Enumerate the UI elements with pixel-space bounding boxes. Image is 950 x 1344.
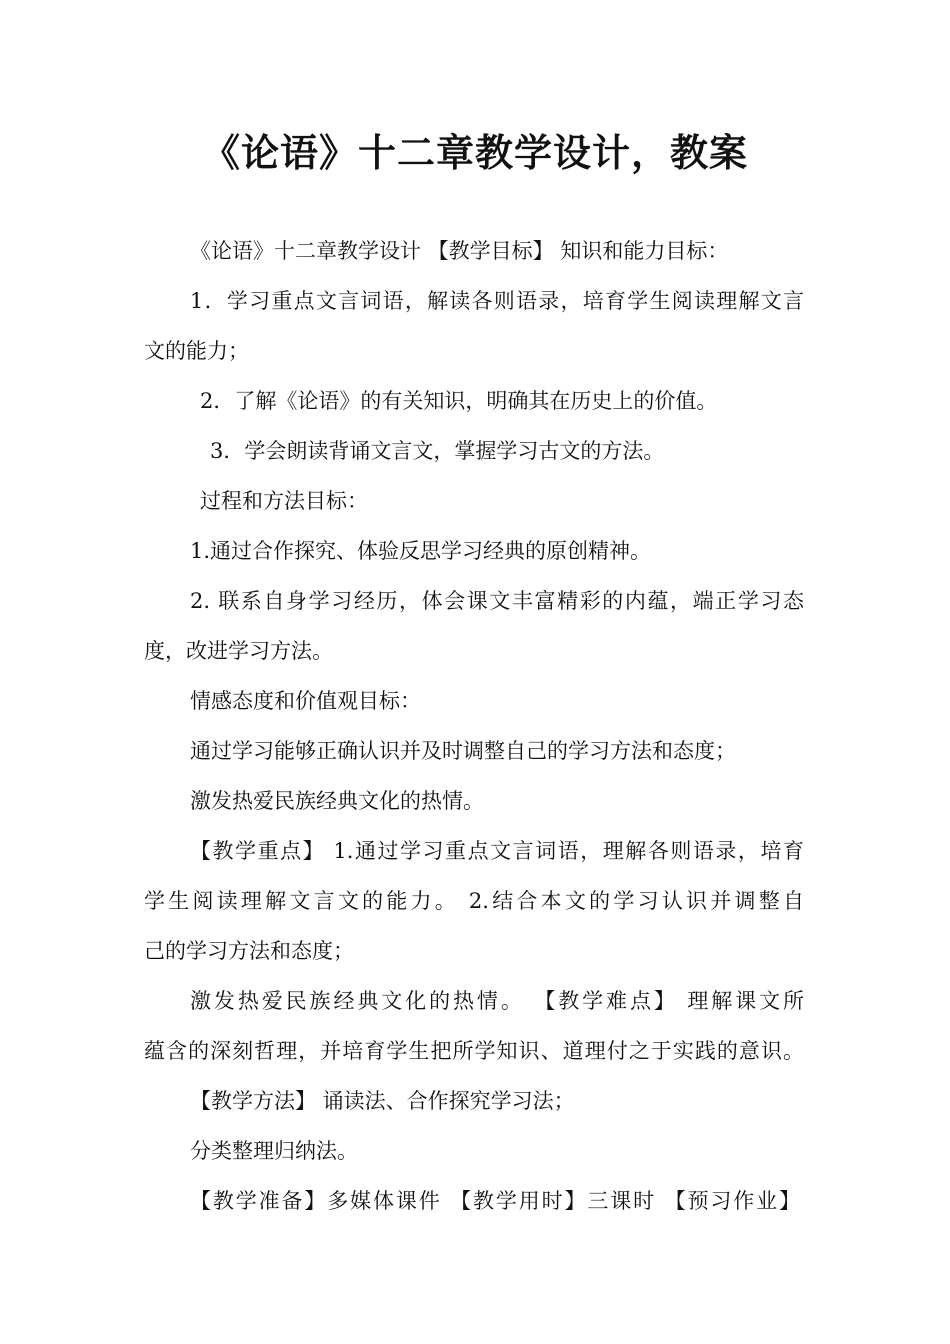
paragraph-line-process-2: 2. 联系自身学习经历，体会课文丰富精彩的内蕴，端正学习态 bbox=[190, 589, 804, 613]
paragraph-line-emotion-2: 激发热爱民族经典文化的热情。 bbox=[190, 789, 484, 813]
document-title: 《论语》十二章教学设计，教案 bbox=[201, 131, 748, 175]
paragraph-line-preparation: 【教学准备】多媒体课件 【教学用时】三课时 【预习作业】 bbox=[190, 1189, 800, 1213]
paragraph-line-key-points-end: 己的学习方法和态度； bbox=[144, 939, 354, 963]
paragraph-line-objective-1: 1．学习重点文言词语，解读各则语录，培育学生阅读理解文言 bbox=[190, 289, 804, 313]
paragraph-line-emotion-1: 通过学习能够正确认识并及时调整自己的学习方法和态度； bbox=[190, 739, 736, 763]
paragraph-line-process-heading: 过程和方法目标： bbox=[200, 489, 368, 513]
paragraph-line-methods-cont: 分类整理归纳法。 bbox=[190, 1139, 358, 1163]
paragraph-line-key-points: 【教学重点】 1.通过学习重点文言词语，理解各则语录，培育 bbox=[190, 839, 804, 863]
paragraph-line-objective-2: 2．了解《论语》的有关知识，明确其在历史上的价值。 bbox=[200, 389, 718, 413]
paragraph-line-emotion-heading: 情感态度和价值观目标： bbox=[190, 689, 421, 713]
paragraph-line-objective-1-cont: 文的能力； bbox=[144, 339, 249, 363]
paragraph-line-objective-3: 3．学会朗读背诵文言文，掌握学习古文的方法。 bbox=[210, 439, 665, 463]
paragraph-line-methods: 【教学方法】 诵读法、合作探究学习法； bbox=[190, 1089, 575, 1113]
paragraph-line-process-1: 1.通过合作探究、体验反思学习经典的原创精神。 bbox=[190, 539, 652, 563]
paragraph-line-process-2-cont: 度，改进学习方法。 bbox=[144, 639, 333, 663]
paragraph-line-difficulty-cont: 蕴含的深刻哲理，并培育学生把所学知识、道理付之于实践的意识。 bbox=[144, 1039, 804, 1063]
paragraph-line-key-points-cont: 学生阅读理解文言文的能力。 2.结合本文的学习认识并调整自 bbox=[144, 889, 804, 913]
paragraph-line-difficulty: 激发热爱民族经典文化的热情。 【教学难点】 理解课文所 bbox=[190, 989, 804, 1013]
paragraph-line-objectives-heading: 《论语》十二章教学设计 【教学目标】 知识和能力目标： bbox=[190, 239, 729, 263]
